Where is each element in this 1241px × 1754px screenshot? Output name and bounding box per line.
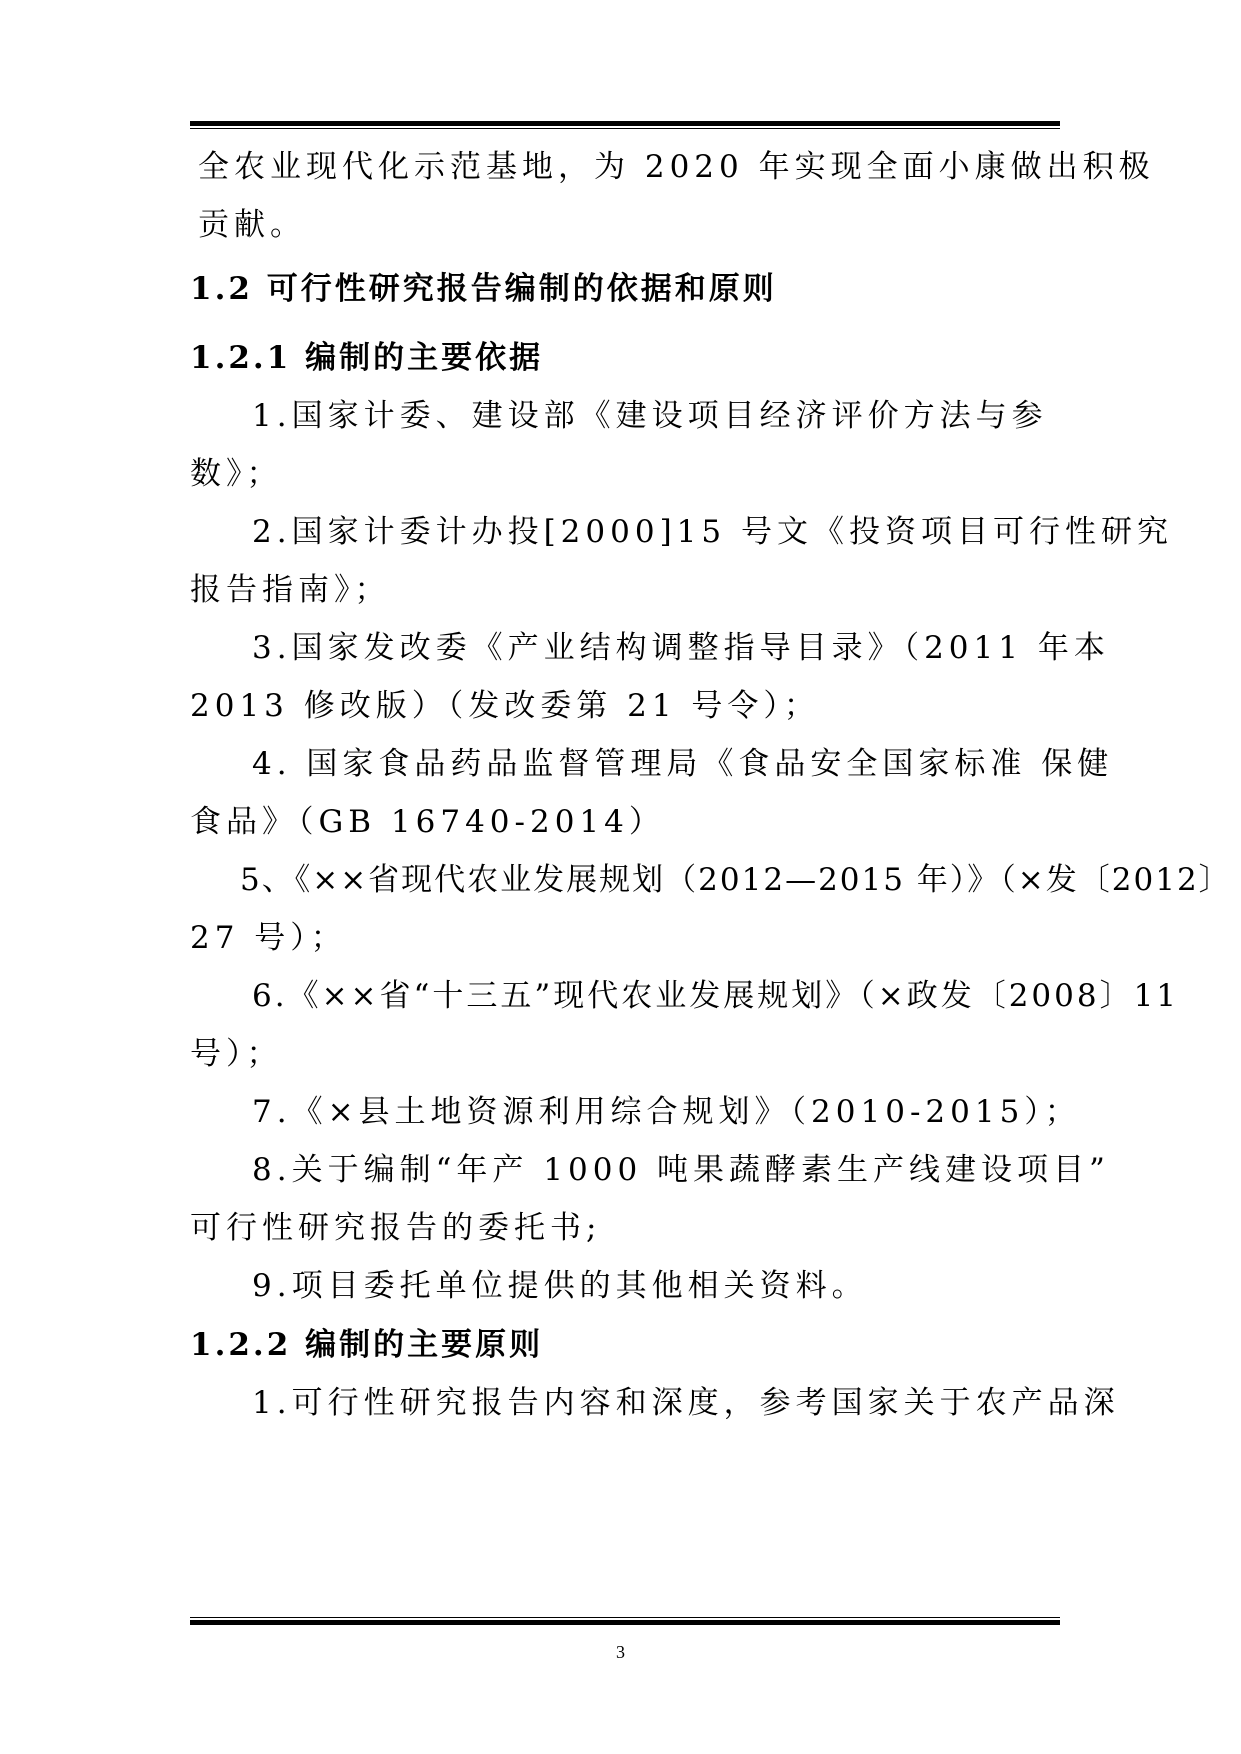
list-item: 8.关于编制“年产 1000 吨果蔬酵素生产线建设项目” <box>252 1152 1110 1188</box>
section-heading: 1.2 可行性研究报告编制的依据和原则 <box>190 271 777 307</box>
paragraph-line: 全农业现代化示范基地，为 2020 年实现全面小康做出积极 <box>198 149 1155 185</box>
subsection-heading: 1.2.2 编制的主要原则 <box>190 1327 544 1363</box>
list-item: 1.国家计委、建设部《建设项目经济评价方法与参 <box>252 398 1048 434</box>
list-item-continued: 号）； <box>190 1036 283 1072</box>
header-rule <box>190 121 1060 129</box>
list-item: 6.《××省“十三五”现代农业发展规划》（×政发〔2008〕11 <box>252 978 1180 1014</box>
list-item-continued: 食品》（GB 16740-2014） <box>190 804 665 840</box>
list-item-continued: 2013 修改版）（发改委第 21 号令）； <box>190 688 820 724</box>
list-item: 4. 国家食品药品监督管理局《食品安全国家标准 保健 <box>252 746 1114 782</box>
list-item: 9.项目委托单位提供的其他相关资料。 <box>252 1268 868 1304</box>
list-item: 5、《××省现代农业发展规划（2012—2015 年）》（×发〔2012〕 <box>240 862 1232 898</box>
page-number: 3 <box>616 1642 625 1662</box>
footer-rule <box>190 1617 1060 1625</box>
list-item: 7.《×县土地资源利用综合规划》（2010-2015）； <box>252 1094 1081 1130</box>
subsection-heading: 1.2.1 编制的主要依据 <box>190 340 544 376</box>
list-item-continued: 数》； <box>190 456 283 492</box>
list-item-continued: 27 号）； <box>190 920 347 956</box>
list-item: 2.国家计委计办投[2000]15 号文《投资项目可行性研究 <box>252 514 1173 550</box>
paragraph-line: 贡献。 <box>198 207 306 243</box>
list-item: 3.国家发改委《产业结构调整指导目录》（2011 年本 <box>252 630 1110 666</box>
list-item: 1.可行性研究报告内容和深度，参考国家关于农产品深 <box>252 1385 1120 1421</box>
list-item-continued: 报告指南》； <box>190 572 391 608</box>
list-item-continued: 可行性研究报告的委托书; <box>190 1210 602 1246</box>
